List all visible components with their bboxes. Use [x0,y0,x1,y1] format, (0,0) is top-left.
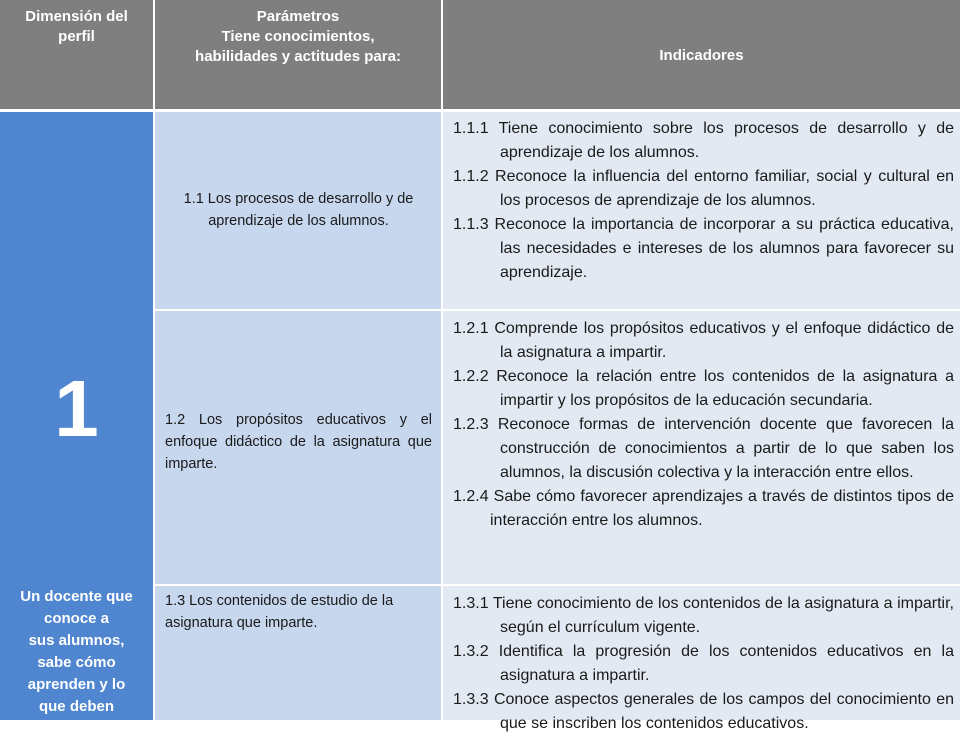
header-dimension-line2: perfil [58,28,95,45]
indicator-item: 1.1.2 Reconoce la influencia del entorno familiar, social y cultural en los procesos de aprendizaje de los alumnos. [453,168,954,209]
indicator-item: 1.3.2 Identifica la progresión de los contenidos educativos en la asignatura a impartir. [453,643,954,684]
dimension-cell [0,112,153,737]
indicator-item: 1.1.3 Reconoce la importancia de incorporar a su práctica educativa, las necesidades e intereses de los alumnos para favorecer su aprendizaje. [453,216,954,281]
dimension-number: 1 [54,364,99,453]
dimension-description-line: sus alumnos, [28,632,125,649]
parameter-cell-1-2 [155,311,441,584]
dimension-description [4,586,149,740]
indicators-cell-1-1 [443,112,960,309]
header-parameters-line2: Tiene conocimientos, [221,28,375,45]
dimension-description-line: aprender [44,720,109,737]
parameter-text: 1.1 Los procesos de desarrollo y de aprendizaje de los alumnos. [183,191,414,229]
parameter-text: 1.2 Los propósitos educativos y el enfoque didáctico de la asignatura que imparte. [165,412,432,472]
dimension-description-line: conoce a [43,610,110,627]
parameter-text: 1.3 Los contenidos de estudio de la asignatura que imparte. [165,593,394,631]
header-indicators [443,0,960,109]
header-indicators-label: Indicadores [659,47,744,64]
indicator-item: 1.1.1 Tiene conocimiento sobre los procesos de desarrollo y de aprendizaje de los alumnos. [453,120,954,161]
header-parameters-line1: Parámetros [256,8,340,25]
header-parameters [155,0,441,109]
dimension-description-line: aprenden y lo [27,676,126,693]
header-dimension-line1: Dimensión del [25,8,128,25]
indicators-cell-1-2 [443,311,960,584]
dimension-description-line: que deben [38,698,114,715]
indicator-item: 1.2.4 Sabe cómo favorecer aprendizajes a través de distintos tipos de interacción entre los alumnos. [453,488,954,529]
parameter-cell-1-1 [155,112,441,309]
indicators-cell-1-3 [443,586,960,732]
indicator-item: 1.2.3 Reconoce formas de intervención docente que favorecen la construcción de conocimientos a partir de lo que saben los alumnos, la discusión colectiva y la interacción entre ellos. [453,416,954,481]
indicator-item: 1.3.3 Conoce aspectos generales de los campos del conocimiento en que se inscriben los contenidos educativos. [453,691,954,732]
header-dimension [0,0,153,109]
parameter-cell-1-3 [155,586,441,720]
indicator-item: 1.2.2 Reconoce la relación entre los contenidos de la asignatura a impartir y los propósitos de la educación secundaria. [453,368,954,409]
indicator-item: 1.3.1 Tiene conocimiento de los contenidos de la asignatura a impartir, según el currículum vigente. [453,595,954,636]
indicator-item: 1.2.1 Comprende los propósitos educativos y el enfoque didáctico de la asignatura a impartir. [453,320,954,361]
header-parameters-line3: habilidades y actitudes para: [195,48,401,65]
dimension-description-line: sabe cómo [37,654,116,671]
dimension-description-line: Un docente que [20,588,133,605]
